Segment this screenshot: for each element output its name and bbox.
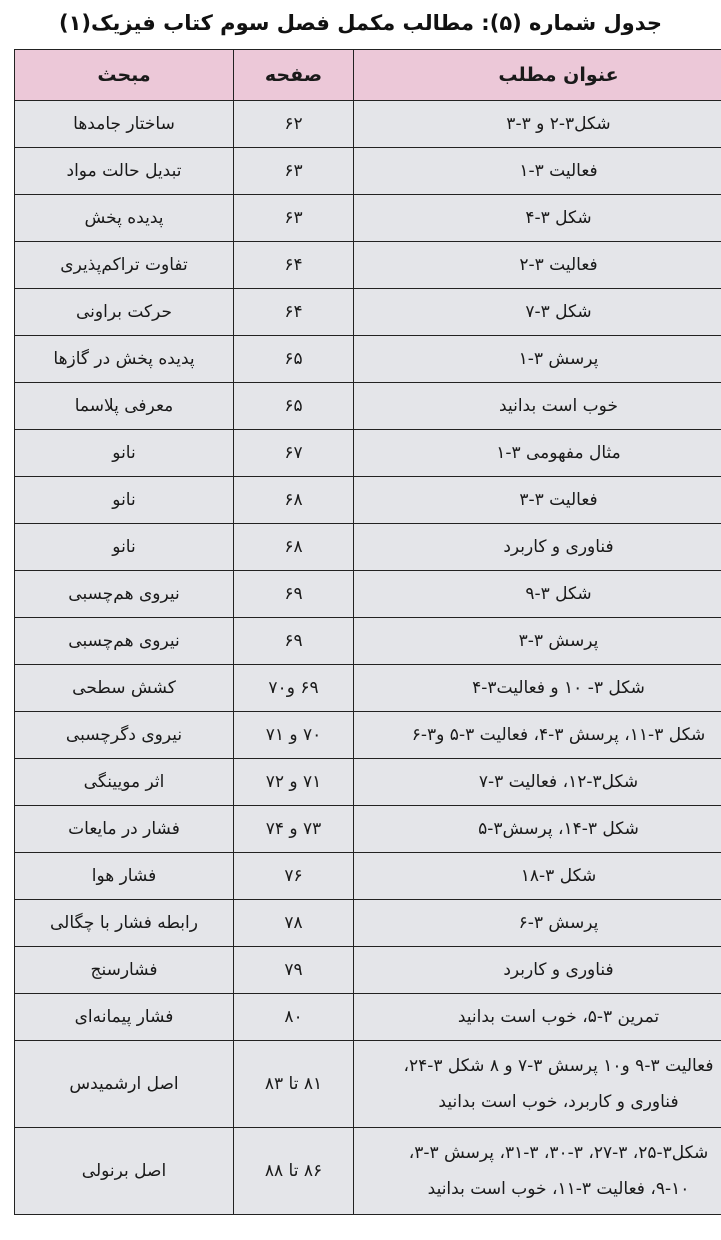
cell-title: شکل۳-۱۲، فعالیت ۳-۷ [354,759,721,806]
cell-title-line: فعالیت ۳-۹ و۱۰ پرسش ۳-۷ و ۸ شکل ۳-۲۴، [403,1056,714,1076]
table-row [15,665,721,712]
cell-topic: اصل ارشمیدس [15,1041,234,1128]
cell-title: پرسش ۳-۳ [354,618,721,665]
table-row [15,383,721,430]
cell-title: شکل ۳-۹ [354,571,721,618]
cell-title: شکل ۳-۱۱، پرسش ۳-۴، فعالیت ۳-۵ و۳-۶ [354,712,721,759]
cell-title-line: ۹-۱۰، فعالیت ۳-۱۱، خوب است بدانید [427,1179,690,1199]
cell-page: ۷۱ و ۷۲ [234,759,354,806]
table-row [15,524,721,571]
cell-page: ۸۶ تا ۸۸ [234,1128,354,1215]
cell-title: شکل ۳- ۱۰ و فعالیت۳-۴ [354,665,721,712]
cell-topic: نانو [15,524,234,571]
cell-page: ۶۳ [234,195,354,242]
table-row [15,1128,721,1215]
cell-page: ۶۸ [234,524,354,571]
cell-topic: اصل برنولی [15,1128,234,1215]
cell-page: ۷۹ [234,947,354,994]
table-row [15,477,721,524]
cell-title: فعالیت ۳-۱ [354,148,721,195]
cell-topic: معرفی پلاسما [15,383,234,430]
cell-title: شکل ۳-۱۸ [354,853,721,900]
cell-page: ۶۳ [234,148,354,195]
cell-topic: حرکت براونی [15,289,234,336]
table-caption: جدول شماره (۵): مطالب مکمل فصل سوم کتاب فیزیک(۱) [58,11,663,35]
table-row [15,994,721,1041]
cell-topic: فشار هوا [15,853,234,900]
cell-page: ۶۴ [234,289,354,336]
table-row [15,900,721,947]
cell-topic: نانو [15,477,234,524]
cell-page: ۷۰ و ۷۱ [234,712,354,759]
cell-topic: ساختار جامدها [15,101,234,148]
cell-topic: تبدیل حالت مواد [15,148,234,195]
cell-page: ۶۵ [234,336,354,383]
cell-title: پرسش ۳-۶ [354,900,721,947]
header-title: عنوان مطلب [354,50,721,101]
cell-page: ۶۷ [234,430,354,477]
cell-title: شکل ۳-۷ [354,289,721,336]
cell-title: مثال مفهومی ۳-۱ [354,430,721,477]
cell-topic: اثر مویینگی [15,759,234,806]
cell-topic: فشار در مایعات [15,806,234,853]
table-row [15,618,721,665]
table-row [15,1041,721,1128]
table-row [15,430,721,477]
table-row [15,947,721,994]
cell-topic: نیروی هم‌چسبی [15,571,234,618]
cell-title: فناوری و کاربرد [354,947,721,994]
cell-title: تمرین ۳-۵، خوب است بدانید [354,994,721,1041]
table-row [15,712,721,759]
table-row [15,853,721,900]
table-row [15,336,721,383]
cell-title: شکل ۳-۴ [354,195,721,242]
table-header-row [15,50,721,101]
cell-page: ۸۰ [234,994,354,1041]
cell-topic: کشش سطحی [15,665,234,712]
cell-page: ۶۹ [234,571,354,618]
cell-topic: نانو [15,430,234,477]
cell-page: ۷۶ [234,853,354,900]
cell-page: ۷۸ [234,900,354,947]
header-topic: مبحث [15,50,234,101]
cell-title: شکل۳-۲ و ۳-۳ [354,101,721,148]
cell-page: ۶۴ [234,242,354,289]
cell-title-line: شکل۳-۲۵، ۳-۲۷، ۳-۳۰، ۳-۳۱، پرسش ۳-۳، [408,1143,709,1163]
cell-topic: نیروی هم‌چسبی [15,618,234,665]
table-row [15,289,721,336]
table-row [15,242,721,289]
table-row [15,148,721,195]
cell-topic: فشار پیمانه‌ای [15,994,234,1041]
table-row [15,571,721,618]
table-row [15,759,721,806]
cell-title: فناوری و کاربرد [354,524,721,571]
cell-title: پرسش ۳-۱ [354,336,721,383]
table-row [15,806,721,853]
cell-title-line: فناوری و کاربرد، خوب است بدانید [438,1092,679,1112]
cell-page: ۶۸ [234,477,354,524]
cell-title: فعالیت ۳-۲ [354,242,721,289]
cell-topic: رابطه فشار با چگالی [15,900,234,947]
cell-title [354,1041,721,1128]
cell-topic: نیروی دگرچسبی [15,712,234,759]
supplementary-content-table [14,49,721,1215]
table-row [15,195,721,242]
cell-title: فعالیت ۳-۳ [354,477,721,524]
cell-topic: پدیده پخش [15,195,234,242]
cell-title: خوب است بدانید [354,383,721,430]
cell-topic: تفاوت تراکم‌پذیری [15,242,234,289]
table-row [15,101,721,148]
cell-page: ۸۱ تا ۸۳ [234,1041,354,1128]
cell-page: ۶۹ و۷۰ [234,665,354,712]
cell-page: ۶۹ [234,618,354,665]
cell-title [354,1128,721,1215]
header-page: صفحه [234,50,354,101]
cell-title: شکل ۳-۱۴، پرسش۳-۵ [354,806,721,853]
cell-page: ۷۳ و ۷۴ [234,806,354,853]
cell-topic: فشارسنج [15,947,234,994]
cell-topic: پدیده پخش در گازها [15,336,234,383]
cell-page: ۶۲ [234,101,354,148]
cell-page: ۶۵ [234,383,354,430]
